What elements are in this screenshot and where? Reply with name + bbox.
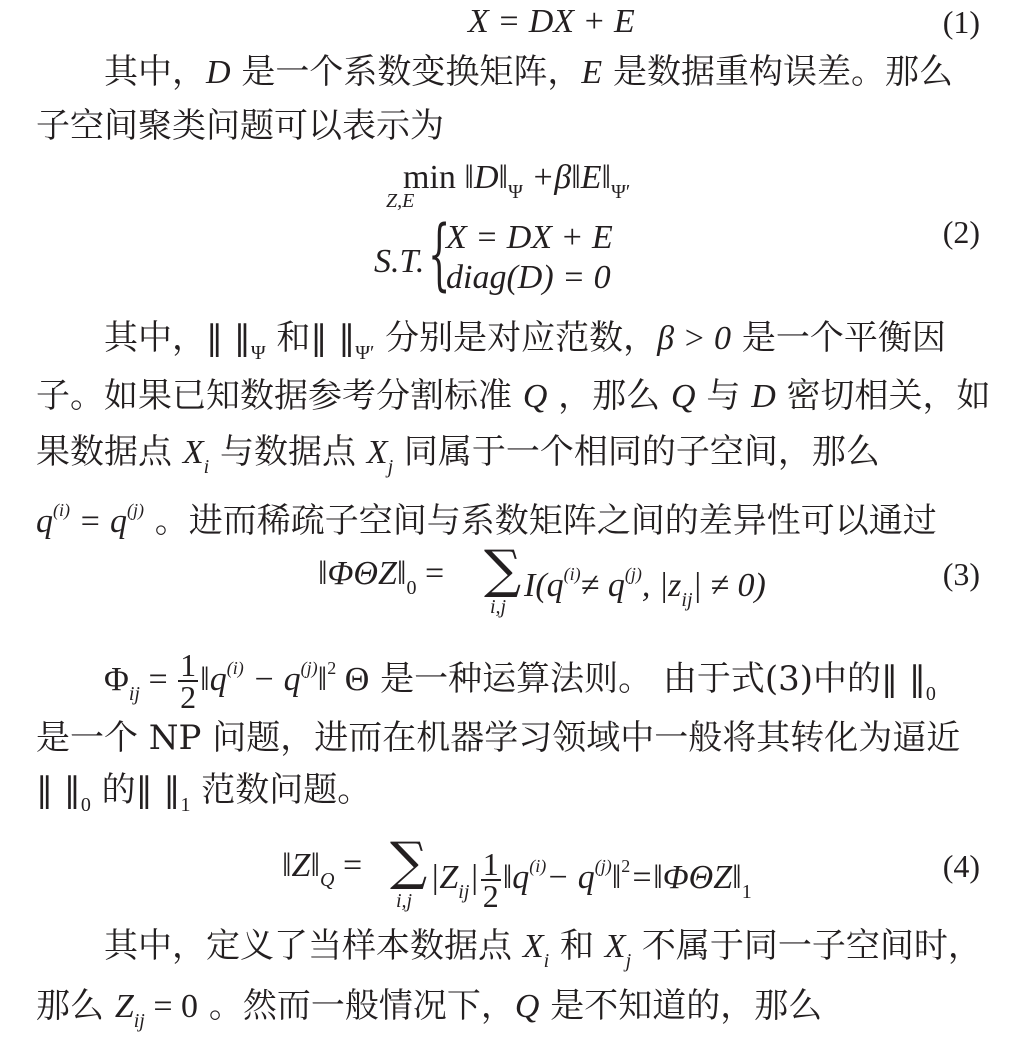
math-symbol: X [366,434,388,471]
math-symbol: − q [546,859,595,896]
paragraph-3-line-2 [36,718,984,758]
norm-close: ‖ [611,859,622,896]
math-symbol: = q [70,503,127,540]
fraction-half [481,846,501,915]
text-span: 和‖ ‖ [265,318,356,358]
text-span: 密切相关，如 [775,376,991,416]
phi-symbol: Φ [104,661,129,698]
superscript: (i) [226,658,244,678]
math-symbol: q [36,503,53,540]
text-span: 果数据点 [36,432,183,472]
norm-subscript: Ψ [250,342,266,364]
norm-subscript: 0 [80,794,91,816]
constraint-1: X = DX + E [446,219,613,256]
text-span: 其中， [104,52,206,92]
not-equal: ≠ q [580,567,625,604]
text-span: 是不知道的，那么 [539,986,823,1026]
paragraph-1-line-1 [104,52,984,93]
math-symbol: X [604,928,626,965]
superscript: (j) [126,500,144,520]
math-symbol: Q [514,988,540,1025]
paragraph-1-line-2 [36,106,984,146]
math-symbol: ‖q [502,859,530,896]
superscript: (i) [563,564,581,584]
abs-close: | ≠ 0) [692,567,766,604]
text-span: 是一个平衡因 [731,318,946,358]
text-span: 和 [549,926,605,966]
equation-1-body: X = DX + E [468,3,635,40]
norm-subscript: 0 [406,577,417,599]
equation-1-number: (1) [942,4,980,40]
equation-4-number: (4) [942,848,980,884]
norm-subscript: 1 [180,794,191,816]
math-symbol: Q [671,378,696,415]
equation-4-lhs [282,846,362,900]
norm-phi-theta-z: =‖ΦΘZ‖ [630,859,742,896]
superscript: (j) [594,856,612,876]
sum-index: i,j [396,890,413,912]
indicator: I(q [524,567,564,604]
subscript: j [387,456,394,478]
math-symbol: Z [114,988,134,1025]
text-span: 范数问题。 [190,770,372,810]
text-span: 是数据重构误差。那么 [602,52,953,92]
subscript: j [625,950,632,972]
norm-close: ‖ [317,661,328,698]
paragraph-4-line-2 [36,986,984,1041]
summation-sign: ∑ [484,540,522,600]
subscript: ij [133,1010,145,1032]
math-symbol: X [522,928,544,965]
min-operator: min [403,159,456,196]
summation-sign: ∑ [390,832,428,892]
abs-open: |Z [430,859,459,896]
norm-E: +β‖E‖ [531,159,612,196]
paragraph-2-line-4 [36,490,984,542]
text-span: 同属于一个相同的子空间，那么 [393,432,880,472]
superscript: 2 [327,658,337,678]
math-symbol: ‖q [200,661,227,698]
subscript: ij [681,589,693,611]
text-span: 是一个 NP 问题，进而在机器学习领域中一般将其转化为逼近 [36,718,961,758]
math-symbol: D [206,54,231,91]
norm-subscript: 1 [741,881,752,903]
text-span: 子空间聚类问题可以表示为 [36,106,444,146]
paragraph-2-line-1 [104,318,984,373]
norm-D: ‖D‖ [464,159,509,196]
equation-4-rhs [430,846,752,915]
equals-sign: = [139,661,177,698]
subscript: i [543,950,550,972]
paragraph-2-line-2 [36,376,991,417]
abs-open: , |z [641,567,682,604]
math-symbol: β > 0 [657,320,732,357]
norm-phi-theta-z: ‖ΦΘZ‖ [318,555,407,592]
math-symbol: X [182,434,204,471]
text-span: 不属于同一子空间时， [631,926,982,966]
math-symbol: − q [243,661,301,698]
constraint-2: diag(D) = 0 [446,259,611,296]
norm-subscript: Ψ [508,181,523,203]
superscript: 2 [621,856,631,876]
equation-1 [468,2,635,42]
math-symbol: = 0 [144,988,199,1025]
paragraph-3-line-1 [104,648,984,714]
math-symbol: D [751,378,776,415]
text-span: 其中，定义了当样本数据点 [104,926,523,966]
fraction-denominator: 2 [482,878,499,915]
paragraph-2-line-3 [36,432,984,487]
text-span: 。进而稀疏子空间与系数矩阵之间的差异性可以通过 [143,501,937,541]
superscript: (j) [300,658,318,678]
norm-subscript: Q [320,869,335,891]
fraction-numerator: 1 [482,846,499,883]
equation-3-number: (3) [942,556,980,592]
fraction-half [178,647,198,715]
superscript: (i) [53,500,70,520]
equation-2-number: (2) [942,214,980,250]
text-span: ，那么 [547,376,671,416]
text-span: 是一种运算法则。 由于式(3)中的‖ ‖ [369,659,926,699]
subscript: ij [458,881,470,903]
st-label: S.T. [374,243,425,280]
subscript: i [203,456,210,478]
text-span: 是一个系数变换矩阵， [230,52,582,92]
text-span: 其中，‖ ‖ [104,318,251,358]
paragraph-4-line-1 [104,926,984,981]
superscript: (i) [529,856,547,876]
subscript: ij [128,683,140,705]
min-subscript: Z,E [386,190,415,212]
text-span: 分别是对应范数， [374,318,658,358]
text-span: 子。如果已知数据参考分割标准 [36,376,523,416]
text-span: ‖ ‖ [36,770,81,810]
fraction-numerator: 1 [180,647,197,683]
superscript: (j) [624,564,642,584]
norm-subscript-2: Ψ′ [611,181,631,203]
text-span: 的‖ ‖ [90,770,181,810]
equals-sign: = [342,847,363,884]
norm-z: ‖Z‖ [282,847,321,884]
math-symbol: Q [522,378,548,415]
theta-symbol: Θ [336,661,370,698]
math-symbol: E [581,54,603,91]
constraint-brace: { [428,210,451,300]
norm-subscript: Ψ′ [355,342,375,364]
text-span: 。然而一般情况下， [198,986,515,1026]
text-span: 与数据点 [209,432,367,472]
equals-sign: = [424,555,445,592]
equation-3-lhs [318,554,444,608]
norm-subscript: 0 [925,683,936,705]
paragraph-3-line-3 [36,770,984,825]
fraction-denominator: 2 [180,679,197,715]
text-span: 那么 [36,986,115,1026]
sum-index: i,j [490,596,507,618]
text-span: 与 [695,376,752,416]
equation-2-objective [403,158,630,212]
equation-3-rhs [524,554,766,620]
abs-close: | [469,859,479,896]
